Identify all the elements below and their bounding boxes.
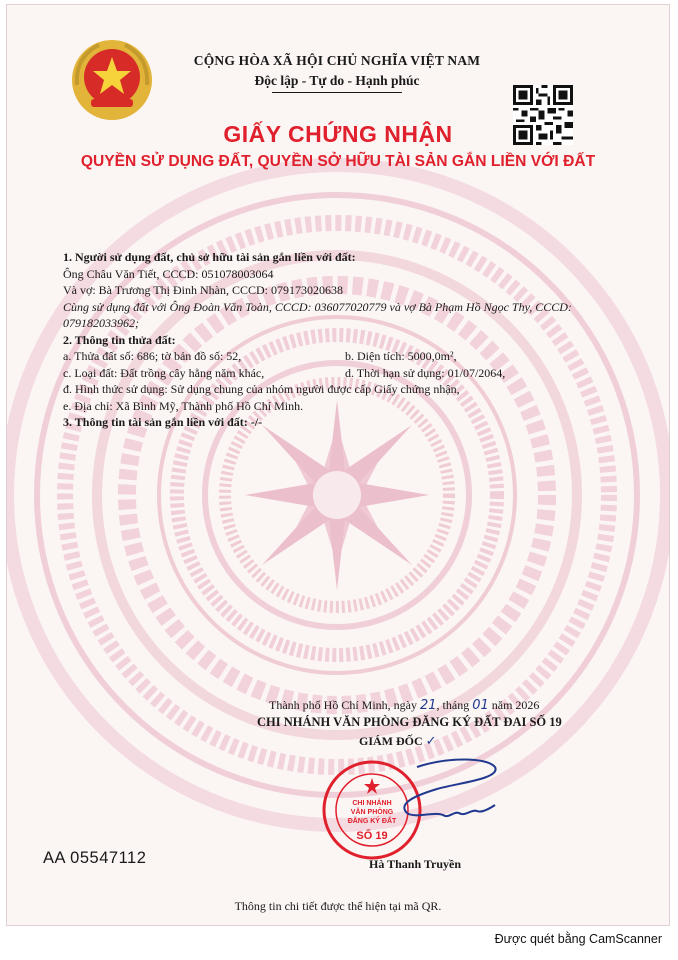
use-term: d. Thời hạn sử dụng: 01/07/2064, [345, 365, 506, 380]
svg-text:CHI NHÁNH: CHI NHÁNH [352, 800, 392, 807]
parcel-area: b. Diện tích: 5000,0m², [345, 349, 457, 363]
issuing-office: CHI NHÁNH VĂN PHÒNG ĐĂNG KÝ ĐẤT ĐAI SỐ 19 [257, 715, 562, 729]
owner-line: Ông Châu Văn Tiết, CCCD: 051078003064 [63, 266, 274, 281]
parcel-number: a. Thửa đất số: 686; tờ bản đồ số: 52, [63, 349, 242, 363]
qr-note: Thông tin chi tiết được thể hiện tại mã QR. [234, 899, 442, 913]
land-type-row [63, 365, 633, 382]
parcel-address: e. Địa chỉ: Xã Bình Mỹ, Thành phố Hồ Chí Minh. [63, 398, 304, 413]
certificate-serial-number: AA 05547112 [43, 849, 147, 867]
section2-heading: 2. Thông tin thửa đất: [63, 332, 176, 347]
land-type: c. Loại đất: Đất trồng cây hằng năm khác, [63, 365, 265, 380]
signer-name: Hà Thanh Truyền [369, 857, 462, 871]
svg-text:ĐĂNG KÝ ĐẤT: ĐĂNG KÝ ĐẤT [347, 818, 397, 825]
spouse-line: Và vợ: Bà Trương Thị Đinh Nhàn, CCCD: 079173020638 [63, 283, 343, 297]
place-prefix: Thành phố Hồ Chí Minh, ngày [269, 698, 420, 712]
parcel-row [63, 348, 633, 365]
certificate-page [6, 4, 670, 926]
signer-position-text: GIÁM ĐỐC [359, 734, 423, 748]
signing-place-date [269, 698, 539, 713]
certificate-title: GIẤY CHỨNG NHẬN [223, 121, 453, 147]
camscanner-watermark: Được quét bằng CamScanner [494, 932, 662, 946]
motto-underline [272, 92, 402, 93]
year-suffix: năm 2026 [488, 698, 540, 712]
use-form: đ. Hình thức sử dụng: Sử dụng chung của nhóm người được cấp Giấy chứng nhận, [63, 382, 460, 396]
director-signature [377, 753, 507, 833]
section1-heading: 1. Người sử dụng đất, chủ sở hữu tài sản gắn liền với đất: [63, 250, 356, 264]
certificate-content [63, 249, 633, 431]
section3-heading: 3. Thông tin tài sản gắn liền với đất: -/- [63, 415, 263, 429]
national-emblem-icon [69, 37, 155, 123]
national-motto: Độc lập - Tự do - Hạnh phúc [254, 73, 420, 88]
month-prefix: , tháng [436, 698, 473, 712]
svg-text:SỐ 19: SỐ 19 [356, 830, 388, 842]
initial-mark: ✓ [425, 734, 437, 749]
signing-day: 21 [420, 698, 437, 713]
national-header [167, 53, 507, 93]
nation-name: CỘNG HÒA XÃ HỘI CHỦ NGHĨA VIỆT NAM [193, 53, 481, 68]
certificate-subtitle: QUYỀN SỬ DỤNG ĐẤT, QUYỀN SỞ HỮU TÀI SẢN GẮN LIỀN VỚI ĐẤT [80, 153, 596, 170]
signer-position [359, 734, 437, 749]
co-use-line: Cùng sử dụng đất với Ông Đoàn Văn Toàn, CCCD: 036077020779 và vợ Bà Phạm Hồ Ngọc Thy, CCCD: 079182033962; [63, 299, 572, 330]
svg-text:VĂN PHÒNG: VĂN PHÒNG [350, 809, 394, 816]
signing-month: 01 [472, 698, 489, 713]
